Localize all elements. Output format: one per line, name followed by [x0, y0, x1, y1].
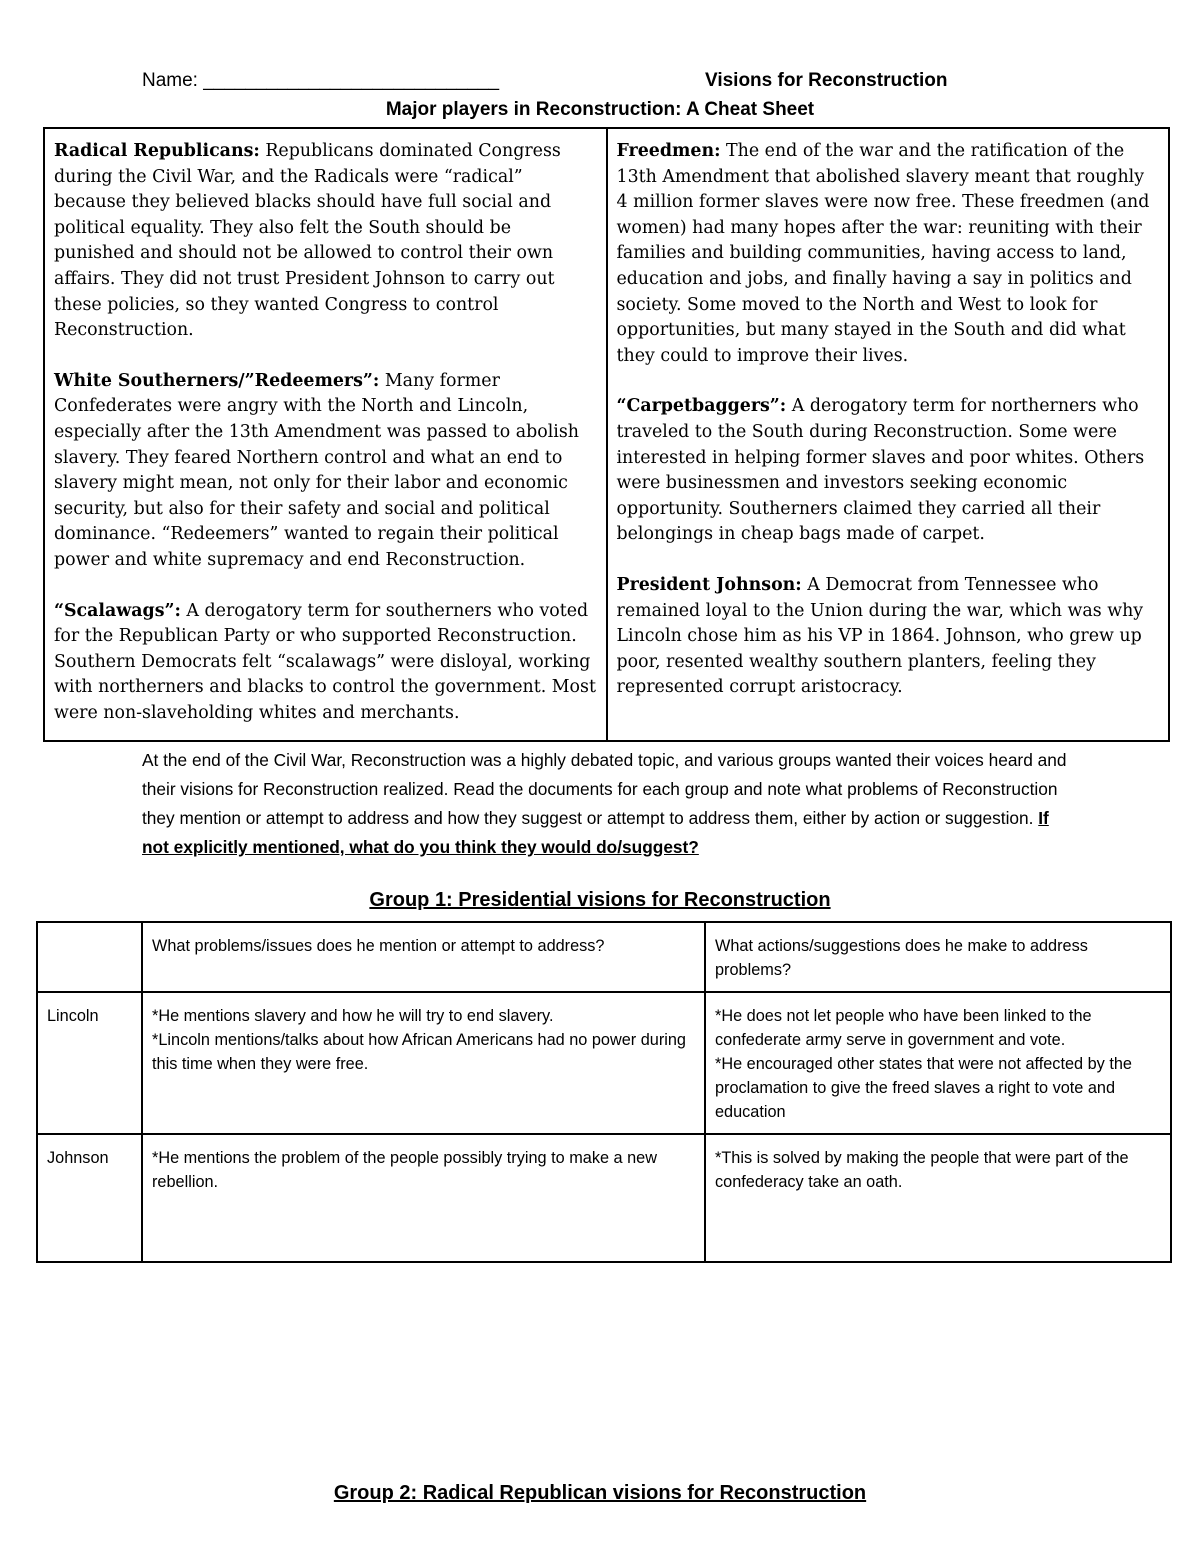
- entry-radical-republicans: [54, 139, 597, 344]
- header-cell-blank: [37, 922, 142, 992]
- instructions-text: At the end of the Civil War, Reconstruction was a highly debated topic, and various groups wanted their voices heard and their visions for Reconstruction realized. Read the documents for each group and note what problems of Reconstruction they mention or attempt to address and how they suggest or attempt to address them, either by action or suggestion.: [142, 750, 1067, 828]
- johnson-actions-cell[interactable]: [705, 1134, 1171, 1262]
- entry-term: Radical Republicans:: [54, 141, 260, 161]
- header-cell-actions: What actions/suggestions does he make to address problems?: [705, 922, 1171, 992]
- entry-text: The end of the war and the ratification of the 13th Amendment that abolished slavery meant that roughly 4 million former slaves were now free. These freedmen (and women) had many hopes after the war: reuniting with their families and building communities, having access to land, education and jobs, and finally having a say in politics and society. Some moved to the North and West to look for opportunities, but many stayed in the South and did what they could to improve their lives.: [616, 141, 1150, 366]
- page-title: Visions for Reconstruction: [705, 70, 948, 91]
- group1-table: [36, 921, 1172, 1263]
- entry-term: “Scalawags”:: [54, 600, 181, 621]
- johnson-problems-cell[interactable]: [142, 1134, 705, 1262]
- page-subtitle: Major players in Reconstruction: A Cheat Sheet: [385, 99, 815, 120]
- entry-carpetbaggers: [617, 394, 1160, 548]
- answer-line: *He mentions the problem of the people possibly trying to make a new rebellion.: [152, 1149, 657, 1191]
- entry-text: A derogatory term for southerners who voted for the Republican Party or who supported Reconstruction. Southern Democrats felt “scalawags” were disloyal, working with northerners and blacks to control the government. Most were non-slaveholding whites and merchants.: [54, 600, 596, 723]
- instructions-emphasis: If not explicitly mentioned, what do you think they would do/suggest?: [142, 808, 1049, 857]
- entry-term: Freedmen:: [616, 141, 721, 161]
- entry-term: President Johnson:: [616, 574, 802, 595]
- entry-term: White Southerners/”Redeemers”:: [54, 370, 380, 391]
- row-label-johnson: Johnson: [37, 1134, 142, 1262]
- header-cell-problems: What problems/issues does he mention or attempt to address?: [142, 922, 705, 992]
- group2-heading: Group 2: Radical Republican visions for Reconstruction: [333, 1482, 867, 1504]
- lincoln-actions-cell[interactable]: [705, 992, 1171, 1134]
- entry-text: A derogatory term for northerners who traveled to the South during Reconstruction. Some were interested in helping former slaves and poor whites. Others were businessmen and investors seeking economic opportunity. Southerners claimed they carried all their belongings in cheap bags made of carpet.: [616, 396, 1145, 545]
- lincoln-problems-cell[interactable]: [142, 992, 705, 1134]
- entry-text: A Democrat from Tennessee who remained loyal to the Union during the war, which was why Lincoln chose him as his VP in 1864. Johnson, who grew up poor, resented wealthy southern planters, feeling they represented corrupt aristocracy.: [616, 574, 1144, 698]
- answer-line: *This is solved by making the people that were part of the confederacy take an oath.: [715, 1149, 1129, 1191]
- table-row: [37, 1134, 1171, 1262]
- answer-line: *Lincoln mentions/talks about how African Americans had no power during this time when they were free.: [152, 1031, 686, 1073]
- answer-line: *He mentions slavery and how he will try to end slavery.: [152, 1007, 554, 1025]
- table-row: [37, 992, 1171, 1134]
- cheat-sheet-row: [44, 128, 1169, 741]
- cheat-sheet-right-column: [607, 128, 1170, 741]
- entry-scalawags: [54, 599, 597, 727]
- entry-text: Many former Confederates were angry with the North and Lincoln, especially after the 13th Amendment was passed to abolish slavery. They feared Northern control and what an end to slavery might mean, not only for their labor and economic security, but also for their safety and social and political dominance. “Redeemers” wanted to regain their political power and white supremacy and end Reconstruction.: [54, 370, 579, 570]
- cheat-sheet-left-column: [44, 128, 607, 741]
- entry-president-johnson: [617, 573, 1160, 701]
- cheat-sheet-table: [43, 127, 1170, 742]
- answer-line: *He encouraged other states that were not affected by the proclamation to give the freed slaves a right to vote and education: [715, 1055, 1132, 1121]
- instructions-paragraph: [142, 746, 1072, 862]
- entry-redeemers: [54, 369, 597, 574]
- name-field-label: Name: ____________________________: [142, 70, 500, 91]
- table-header-row: [37, 922, 1171, 992]
- group1-heading: Group 1: Presidential visions for Reconstruction: [369, 889, 831, 911]
- entry-term: “Carpetbaggers”:: [616, 396, 787, 417]
- row-label-lincoln: Lincoln: [37, 992, 142, 1134]
- answer-line: *He does not let people who have been linked to the confederate army serve in government and vote.: [715, 1007, 1092, 1049]
- entry-freedmen: [617, 139, 1160, 369]
- entry-text: Republicans dominated Congress during the Civil War, and the Radicals were “radical” because they believed blacks should have full social and political equality. They also felt the South should be punished and should not be allowed to control their own affairs. They did not trust President Johnson to carry out these policies, so they wanted Congress to control Reconstruction.: [54, 141, 561, 341]
